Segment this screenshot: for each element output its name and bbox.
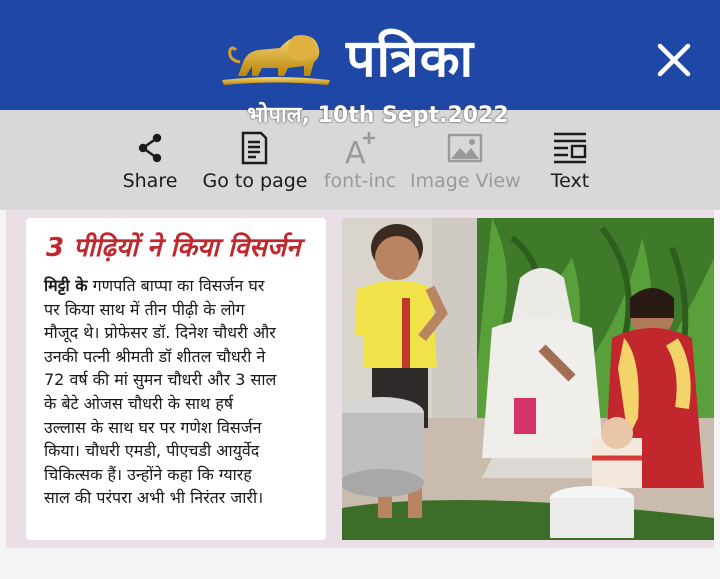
image-icon xyxy=(447,130,483,166)
font-increase-icon xyxy=(342,130,378,166)
dateline: भोपाल, 10th Sept.2022 xyxy=(247,103,509,128)
article-line: पर किया साथ में तीन पीढ़ी के लोग xyxy=(44,299,245,319)
font-increase-label: font-inc xyxy=(323,170,397,192)
lion-emblem-icon xyxy=(218,30,334,88)
article-line: साल की परंपरा अभी भी निरंतर जारी। xyxy=(44,488,264,508)
reader-toolbar xyxy=(0,103,720,210)
svg-text:A: A xyxy=(345,136,366,166)
family-visarjan-photo xyxy=(342,218,714,540)
go-to-page-label: Go to page xyxy=(202,170,308,192)
epaper-content xyxy=(0,210,720,579)
article-line xyxy=(44,274,316,298)
brand-title: पत्रिका xyxy=(346,29,475,89)
app-header xyxy=(0,0,720,110)
article-line: के बेटे ओजस चौधरी के साथ हर्ष xyxy=(44,393,234,413)
article-text-box xyxy=(26,218,326,540)
article-line: किया। चौधरी एमडी, पीएचडी आयुर्वेद xyxy=(44,441,260,461)
headline-number: 3 xyxy=(46,233,65,263)
clip-panel xyxy=(6,210,714,548)
headline-text: पीढ़ियों ने किया विसर्जन xyxy=(64,233,301,263)
page-icon xyxy=(237,130,273,166)
image-view-button[interactable] xyxy=(410,130,520,206)
go-to-page-button[interactable] xyxy=(200,130,310,206)
text-view-icon xyxy=(552,130,588,166)
article-line: चिकित्सक हैं। उन्होंने कहा कि ग्यारह xyxy=(44,464,252,484)
article-line-text: गणपति बाप्पा का विसर्जन घर xyxy=(87,276,265,295)
image-view-label: Image View xyxy=(410,170,521,192)
share-button[interactable] xyxy=(110,130,190,206)
article-lead: मिट्टी के xyxy=(44,276,88,295)
close-icon[interactable] xyxy=(650,36,698,84)
article-body xyxy=(44,274,316,510)
patrika-logo xyxy=(218,24,538,94)
font-increase-button[interactable] xyxy=(320,130,400,206)
article-line: मौजूद थे। प्रोफेसर डॉ. दिनेश चौधरी और xyxy=(44,323,276,343)
share-label: Share xyxy=(122,170,178,192)
article-headline xyxy=(46,232,300,264)
share-icon xyxy=(132,130,168,166)
text-view-button[interactable] xyxy=(535,130,605,206)
article-line: 72 वर्ष की मां सुमन चौधरी और 3 साल xyxy=(44,370,277,390)
text-view-label: Text xyxy=(550,170,590,192)
article-line: उनकी पत्नी श्रीमती डॉ शीतल चौधरी ने xyxy=(44,346,266,366)
article-line: उल्लास के साथ घर पर गणेश विसर्जन xyxy=(44,417,262,437)
